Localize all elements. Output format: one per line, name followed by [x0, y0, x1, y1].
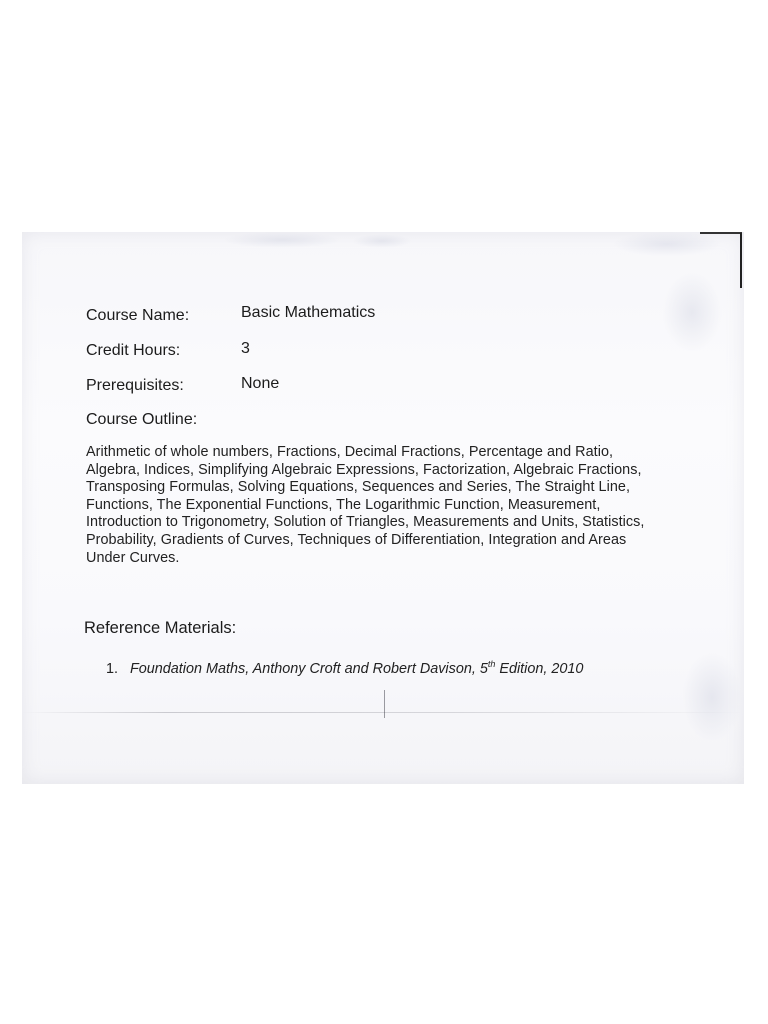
reference-superscript: th — [487, 659, 496, 669]
paper-fold-line — [22, 712, 744, 713]
prerequisites-value: None — [241, 375, 280, 392]
reference-text-main: Foundation Maths, Anthony Croft and Robert Davison, 5 — [130, 661, 488, 677]
paper-fold-mark — [384, 690, 385, 718]
scan-edge — [700, 232, 742, 234]
scan-smudge — [662, 272, 722, 352]
reference-text-tail: Edition, 2010 — [495, 661, 584, 677]
scan-smudge — [612, 232, 722, 256]
scan-edge — [740, 233, 742, 288]
prerequisites-label: Prerequisites: — [86, 377, 184, 394]
credit-hours-value: 3 — [241, 340, 250, 357]
reference-number: 1. — [106, 661, 119, 677]
course-name-label: Course Name: — [86, 307, 190, 324]
reference-text — [130, 661, 583, 677]
scan-smudge — [222, 232, 342, 248]
course-name-value: Basic Mathematics — [241, 304, 376, 321]
course-outline-label: Course Outline: — [86, 411, 198, 428]
scan-smudge — [352, 234, 412, 248]
course-outline-text: Arithmetic of whole numbers, Fractions, Decimal Fractions, Percentage and Ratio, Algebra, Indices, Simplifying Algebraic Expressions, Factorization, Algebraic Fractions, Transposing Formulas, Solving Equations, Sequences and Series, The Straight Line, Functions, The Exponential Functions, The Logarithmic Function, Measurement, Introduction to Trigonometry, Solution of Triangles, Measurements and Units, Statistics, Probability, Gradients of Curves, Techniques of Differentiation, Integration and Areas Under Curves. — [86, 444, 645, 566]
scan-smudge — [682, 652, 742, 742]
reference-materials-title: Reference Materials: — [84, 619, 237, 637]
credit-hours-label: Credit Hours: — [86, 342, 181, 359]
reference-item — [106, 655, 583, 678]
